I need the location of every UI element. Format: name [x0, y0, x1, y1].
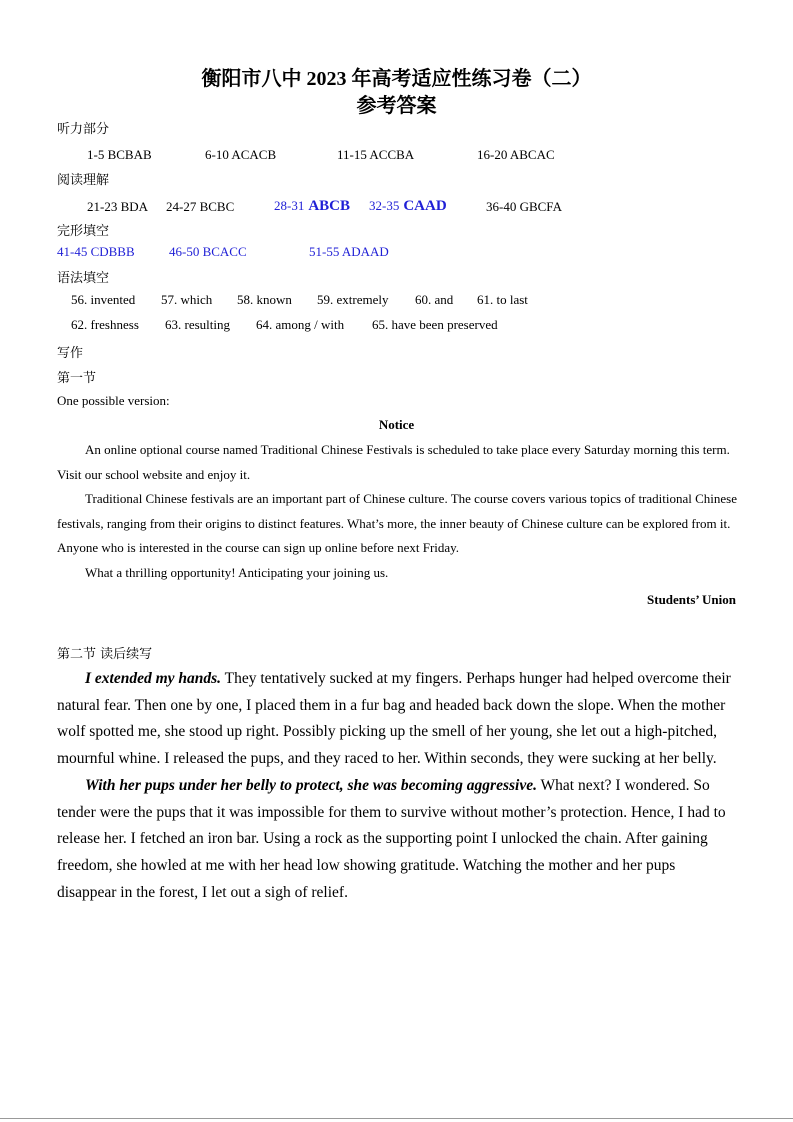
answer-item: 58. known: [237, 292, 292, 307]
answer-item: 61. to last: [477, 292, 528, 307]
notice-title: Notice: [378, 417, 415, 432]
page-title: 衡阳市八中 2023 年高考适应性练习卷（二）: [201, 68, 592, 90]
signature: Students’ Union: [647, 592, 736, 607]
section-heading-writing: 写作: [57, 346, 84, 361]
answer-group: 1-5 BCBAB: [87, 147, 152, 162]
answer-range: 32-35: [369, 198, 400, 213]
answer-group: 16-20 ABCAC: [477, 147, 555, 162]
answer-letters: ABCB: [308, 198, 351, 214]
answer-item: 60. and: [415, 292, 454, 307]
answer-item: 59. extremely: [317, 292, 389, 307]
answer-group-highlight: [369, 197, 447, 215]
answer-item: 65. have been preserved: [372, 317, 498, 332]
paragraph: [57, 773, 737, 907]
answer-group: 41-45 CDBBB: [57, 244, 135, 259]
paragraph-text: They tentatively sucked at my fingers. Perhaps hunger had helped overcome their natural fear. Then one by one, I placed them in a fur bag and headed back down the slope. When the mother wolf spotted me, she stood up right. Possibly picking up the smell of her young, she let out a high-pitched, mournful whine. I released the pups, and they raced to her. Within seconds, they were sucking at her belly.: [57, 670, 731, 768]
answer-item: 57. which: [161, 292, 213, 307]
answer-letters: CAAD: [403, 198, 447, 214]
answer-range: 28-31: [274, 198, 305, 213]
paragraph: An online optional course named Traditional Chinese Festivals is scheduled to take place every Saturday morning this term. Visit our school website and enjoy it.: [57, 442, 730, 482]
subsection-heading: 第二节 读后续写: [57, 647, 153, 662]
section-heading-listening: 听力部分: [57, 122, 110, 137]
paragraph: Traditional Chinese festivals are an important part of Chinese culture. The course covers various topics of traditional Chinese festivals, ranging from their origins to distinct features. What’s more, the inner beauty of Chinese culture can be explored from it. Anyone who is interested in the course can sign up online before next Friday.: [57, 491, 737, 556]
notice-body: [57, 438, 737, 586]
continuation-body: [57, 666, 737, 906]
answer-group-highlight: [274, 197, 350, 215]
answer-item: 56. invented: [71, 292, 136, 307]
paragraph-text: What next? I wondered. So tender were the pups that it was impossible for them to survive without mother’s protection. Hence, I had to release her. I fetched an iron bar. Using a rock as the supporting point I unlocked the chain. After gaining freedom, she howled at me with her head low showing gratitude. Watching the mother and her pups disappear in the forest, I let out a sigh of relief.: [57, 776, 726, 901]
subsection-heading: 第一节: [57, 371, 97, 386]
answer-group: 21-23 BDA: [87, 199, 149, 214]
section-heading-grammar: 语法填空: [57, 271, 110, 286]
section-heading-reading: 阅读理解: [57, 173, 110, 188]
answer-item: 63. resulting: [165, 317, 230, 332]
answer-group: 6-10 ACACB: [205, 147, 277, 162]
answer-group: 11-15 ACCBA: [337, 147, 415, 162]
answer-item: 62. freshness: [71, 317, 139, 332]
paragraph-lead: I extended my hands.: [85, 670, 222, 687]
paragraph: What a thrilling opportunity! Anticipating your joining us.: [85, 564, 389, 580]
paragraph: [57, 666, 737, 773]
answer-group: 24-27 BCBC: [166, 199, 235, 214]
version-label: One possible version:: [57, 393, 170, 408]
answer-group: 51-55 ADAAD: [309, 244, 389, 259]
paragraph-lead: With her pups under her belly to protect, she was becoming aggressive.: [85, 776, 537, 794]
section-heading-cloze: 完形填空: [57, 224, 110, 239]
answer-group: 46-50 BCACC: [169, 244, 247, 259]
answer-item: 64. among / with: [256, 317, 345, 332]
page-subtitle: 参考答案: [356, 95, 437, 117]
page-bottom-rule: [0, 1118, 793, 1119]
answer-group: 36-40 GBCFA: [486, 199, 562, 214]
